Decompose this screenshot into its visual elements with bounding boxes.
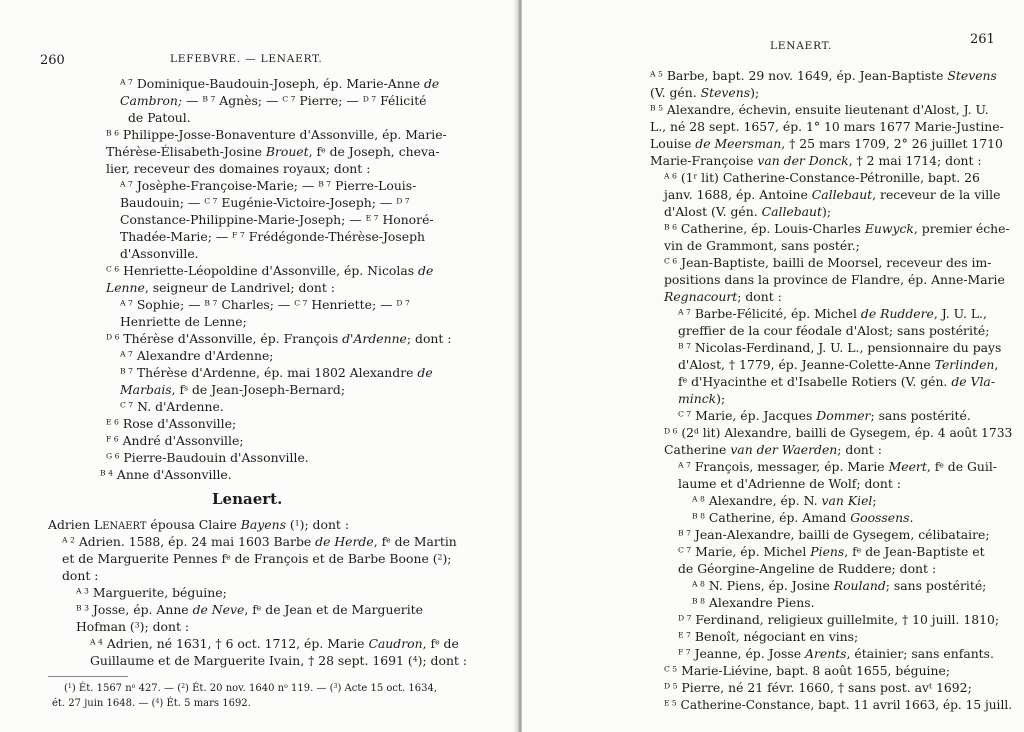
right-line: Marie-Françoise van der Donck, † 2 mai 1714; dont : <box>650 153 982 168</box>
right-line: $^{B 8}$ Catherine, ép. Amand Goossens. <box>692 510 914 525</box>
right-line: d'Alost, † 1779, ép. Jeanne-Colette-Anne Terlinden, <box>678 357 999 372</box>
right-line: $^{A 8}$ N. Piens, ép. Josine Rouland; sans postérité; <box>692 578 987 593</box>
right-line: $^{F 7}$ Jeanne, ép. Josse Arents, étainier; sans enfants. <box>678 646 994 661</box>
right-line: $^{C 7}$ Marie, ép. Michel Piens, $f^e$ de Jean-Baptiste et <box>678 544 985 559</box>
right-line: de Géorgine-Angeline de Ruddere; dont : <box>678 561 937 576</box>
left-line: $^{E 6}$ Rose d'Assonville; <box>106 416 237 431</box>
left-section-line: Guillaume et de Marguerite Ivain, † 28 sept. 1691 ($^4$); dont : <box>90 653 468 668</box>
left-line: $^{B 7}$ Thérèse d'Ardenne, ép. mai 1802 Alexandre de <box>120 365 433 380</box>
left-line: $^{F 6}$ André d'Assonville; <box>106 433 244 448</box>
right-line: Louise de Meersman, † 25 mars 1709, 2° 26 juillet 1710 <box>650 136 1003 151</box>
right-line: $^{B 7}$ Jean-Alexandre, bailli de Gysegem, célibataire; <box>678 527 990 542</box>
right-line: $^{B 7}$ Nicolas-Ferdinand, J. U. L., pensionnaire du pays <box>678 340 1002 355</box>
left-section-line: $^{B 3}$ Josse, ép. Anne de Neve, $f^e$ de Jean et de Marguerite <box>76 602 423 617</box>
left-section-line: et de Marguerite Pennes $f^e$ de François et de Barbe Boone ($^2$); <box>62 551 452 566</box>
section-title: Lenaert. <box>212 490 283 508</box>
left-line: Baudouin; — $^{C 7}$ Eugénie-Victoire-Joseph; — $^{D 7}$ <box>120 195 410 210</box>
footnote-rule <box>48 676 128 677</box>
right-line: $^{B 6}$ Catherine, ép. Louis-Charles Euwyck, premier éche- <box>664 221 1010 236</box>
right-line: minck); <box>678 391 726 406</box>
right-page <box>522 0 1024 732</box>
left-line: Lenne, seigneur de Landrivel; dont : <box>106 280 335 295</box>
left-running-head: LEFEBVRE. — LENAERT. <box>170 53 323 65</box>
right-line: $^{B 8}$ Alexandre Piens. <box>692 595 815 610</box>
right-line: positions dans la province de Flandre, ép. Anne-Marie <box>664 272 1005 287</box>
right-page-number: 261 <box>970 32 995 47</box>
right-line: $^{A 7}$ Barbe-Félicité, ép. Michel de Ruddere, J. U. L., <box>678 306 987 321</box>
left-line: Constance-Philippine-Marie-Joseph; — $^{E 7}$ Honoré- <box>120 212 434 227</box>
left-line: de Patoul. <box>128 110 191 125</box>
footnote-line: ($^1$) Ét. 1567 $n^o$ 427. — ($^2$) Ét. 20 nov. 1640 $n^o$ 119. — ($^3$) Acte 15 oct. 1634, <box>64 683 437 694</box>
right-line: greffier de la cour féodale d'Alost; sans postérité; <box>678 323 990 338</box>
left-section-line: $^{A 4}$ Adrien, né 1631, † 6 oct. 1712, ép. Marie Caudron, $f^e$ de <box>90 636 459 651</box>
left-section-line: Hofman ($^3$); dont : <box>76 619 190 634</box>
right-line: $^{A 6}$ (1$^r$ lit) Catherine-Constance-Pétronille, bapt. 26 <box>664 170 980 185</box>
left-line: $^{C 7}$ N. d'Ardenne. <box>120 399 224 414</box>
left-line: Thérèse-Élisabeth-Josine Brouet, $f^e$ de Joseph, cheva- <box>106 144 440 159</box>
left-line: $^{A 7}$ Dominique-Baudouin-Joseph, ép. Marie-Anne de <box>120 76 440 91</box>
right-running-head: LENAERT. <box>770 40 832 52</box>
left-section-line: $^{A 2}$ Adrien. 1588, ép. 24 mai 1603 Barbe de Herde, $f^e$ de Martin <box>62 534 457 549</box>
right-line: $^{B 5}$ Alexandre, échevin, ensuite lieutenant d'Alost, J. U. <box>650 102 989 117</box>
right-line: $^{D 7}$ Ferdinand, religieux guillelmite, † 10 juill. 1810; <box>678 612 1000 627</box>
right-line: janv. 1688, ép. Antoine Callebaut, receveur de la ville <box>664 187 1001 202</box>
footnote-line: ét. 27 juin 1648. — ($^4$) Ét. 5 mars 1692. <box>52 698 251 709</box>
left-line: $^{D 6}$ Thérèse d'Assonville, ép. François d'Ardenne; dont : <box>106 331 452 346</box>
right-line: Regnacourt; dont : <box>664 289 782 304</box>
right-line: $f^e$ d'Hyacinthe et d'Isabelle Rotiers (V. gén. de Vla- <box>678 374 996 389</box>
right-line: $^{A 8}$ Alexandre, ép. N. van Kiel; <box>692 493 877 508</box>
left-line: $^{A 7}$ Josèphe-Françoise-Marie; — $^{B 7}$ Pierre-Louis- <box>120 178 417 193</box>
left-line: $^{B 4}$ Anne d'Assonville. <box>100 467 232 482</box>
left-section-line: Adrien LENAERT épousa Claire Bayens ($^1$); dont : <box>48 517 350 532</box>
right-line: $^{C 7}$ Marie, ép. Jacques Dommer; sans postérité. <box>678 408 971 423</box>
left-line: $^{A 7}$ Alexandre d'Ardenne; <box>120 348 274 363</box>
left-line: Henriette de Lenne; <box>120 314 247 329</box>
right-line: Catherine van der Waerden; dont : <box>664 442 882 457</box>
left-line: $^{A 7}$ Sophie; — $^{B 7}$ Charles; — $^{C 7}$ Henriette; — $^{D 7}$ <box>120 297 410 312</box>
right-line: (V. gén. Stevens); <box>650 85 760 100</box>
left-line: Thadée-Marie; — $^{F 7}$ Frédégonde-Thérèse-Joseph <box>120 229 425 244</box>
left-line: $^{G 6}$ Pierre-Baudouin d'Assonville. <box>106 450 309 465</box>
left-line: $^{C 6}$ Henriette-Léopoldine d'Assonville, ép. Nicolas de <box>106 263 434 278</box>
right-line: L., né 28 sept. 1657, ép. 1° 10 mars 1677 Marie-Justine- <box>650 119 1004 134</box>
left-line: d'Assonville. <box>120 246 199 261</box>
right-line: $^{C 6}$ Jean-Baptiste, bailli de Moorsel, receveur des im- <box>664 255 992 270</box>
right-line: $^{E 5}$ Catherine-Constance, bapt. 11 avril 1663, ép. 15 juill. <box>664 697 1013 712</box>
left-line: Marbais, $f^s$ de Jean-Joseph-Bernard; <box>120 382 346 397</box>
right-line: vin de Grammont, sans postér.; <box>664 238 860 253</box>
left-line: Cambron; — $^{B 7}$ Agnès; — $^{C 7}$ Pierre; — $^{D 7}$ Félicité <box>120 93 427 108</box>
left-line: $^{B 6}$ Philippe-Josse-Bonaventure d'Assonville, ép. Marie- <box>106 127 447 142</box>
left-line: lier, receveur des domaines royaux; dont : <box>106 161 371 176</box>
left-section-line: dont : <box>62 568 99 583</box>
right-line: $^{D 5}$ Pierre, né 21 févr. 1660, † sans post. $av^t$ 1692; <box>664 680 972 695</box>
right-line: $^{D 6}$ (2$^d$ lit) Alexandre, bailli de Gysegem, ép. 4 août 1733 <box>664 425 1013 440</box>
left-page-number: 260 <box>40 53 65 68</box>
left-section-line: $^{A 3}$ Marguerite, béguine; <box>76 585 227 600</box>
right-line: laume et d'Adrienne de Wolf; dont : <box>678 476 901 491</box>
right-line: $^{A 5}$ Barbe, bapt. 29 nov. 1649, ép. Jean-Baptiste Stevens <box>650 68 997 83</box>
right-line: $^{C 5}$ Marie-Liévine, bapt. 8 août 1655, béguine; <box>664 663 951 678</box>
right-line: d'Alost (V. gén. Callebaut); <box>664 204 832 219</box>
right-line: $^{A 7}$ François, messager, ép. Marie Meert, $f^e$ de Guil- <box>678 459 997 474</box>
right-line: $^{E 7}$ Benoît, négociant en vins; <box>678 629 859 644</box>
